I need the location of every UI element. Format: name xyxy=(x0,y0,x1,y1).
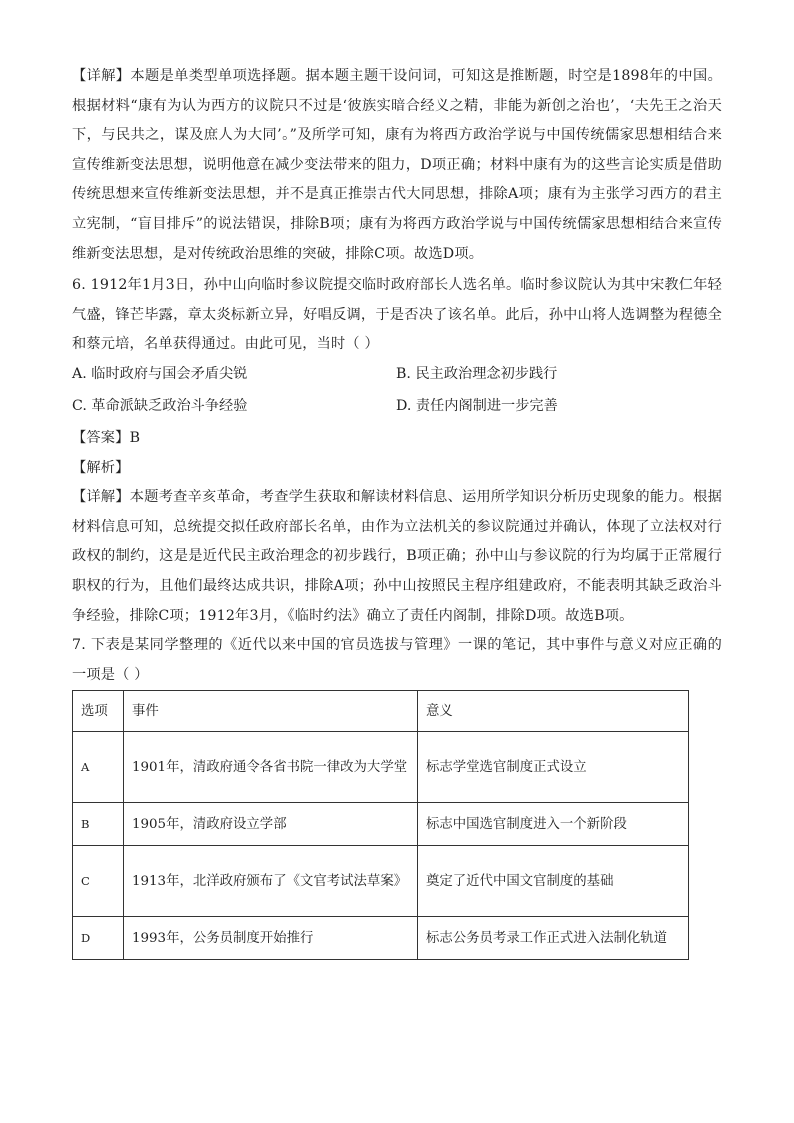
q6-stem: 6. 1912年1月3日，孙中山向临时参议院提交临时政府部长人选名单。临时参议院认为其中宋教仁年轻气盛，锋芒毕露，章太炎标新立异，好唱反调，于是否决了该名单。此后，孙中山将人选调整为程德全和蔡元培，名单获得通过。由此可见，当时（ ） xyxy=(72,277,722,353)
row-option: C xyxy=(73,846,124,917)
row-option: B xyxy=(73,803,124,846)
row-option: A xyxy=(73,732,124,803)
q7-stem: 7. 下表是某同学整理的《近代以来中国的官员选拔与管理》一课的笔记，其中事件与意义对应正确的一项是（ ） xyxy=(72,637,722,683)
q6-option-c: C. 革命派缺乏政治斗争经验 xyxy=(72,397,248,414)
row-option: D xyxy=(73,917,124,960)
q6-option-b: B. 民主政治理念初步践行 xyxy=(396,365,558,382)
q6-answer-label: 【答案】 xyxy=(72,429,130,446)
row-meaning: 标志公务员考录工作正式进入法制化轨道 xyxy=(418,917,689,960)
q5-detail xyxy=(72,62,722,269)
header-option: 选项 xyxy=(73,691,124,732)
table-row xyxy=(73,917,689,960)
document-page xyxy=(72,62,722,960)
q7-table xyxy=(72,690,689,960)
row-event: 1905年，清政府设立学部 xyxy=(124,803,418,846)
header-event: 事件 xyxy=(124,691,418,732)
table-row xyxy=(73,846,689,917)
q6-detail-label: 【详解】 xyxy=(72,489,130,506)
q6-detail xyxy=(72,483,722,631)
table-header-row xyxy=(73,691,689,732)
header-meaning: 意义 xyxy=(418,691,689,732)
row-event: 1913年，北洋政府颁布了《文官考试法草案》 xyxy=(124,846,418,917)
q5-detail-label: 【详解】 xyxy=(72,68,131,84)
q6-option-a: A. 临时政府与国会矛盾尖锐 xyxy=(72,365,248,382)
table-row xyxy=(73,803,689,846)
row-meaning: 标志学堂选官制度正式设立 xyxy=(418,732,689,803)
row-event: 1901年，清政府通令各省书院一律改为大学堂 xyxy=(124,732,418,803)
row-meaning: 奠定了近代中国文官制度的基础 xyxy=(418,846,689,917)
q6-answer-value: B xyxy=(129,429,141,446)
row-meaning: 标志中国选官制度进入一个新阶段 xyxy=(418,803,689,846)
q6-options xyxy=(72,360,722,424)
q6-detail-text: 本题考查辛亥革命，考查学生获取和解读材料信息、运用所学知识分析历史现象的能力。根据材料信息可知，总统提交拟任政府部长名单，由作为立法机关的参议院通过并确认，体现了立法权对行政权的制约，这是是近代民主政治理念的初步践行，B项正确；孙中山与参议院的行为均属于正常履行职权的行为，且他们最终达成共识，排除A项；孙中山按照民主程序组建政府，不能表明其缺乏政治斗争经验，排除C项；1912年3月，《临时约法》确立了责任内阁制，排除D项。故选B项。 xyxy=(72,489,723,624)
q6-analysis-label: 【解析】 xyxy=(72,459,130,476)
table-row xyxy=(73,732,689,803)
row-event: 1993年，公务员制度开始推行 xyxy=(124,917,418,960)
q6-answer xyxy=(72,424,722,454)
q5-detail-text: 本题是单类型单项选择题。据本题主题干设问词，可知这是推断题，时空是1898年的中国。根据材料“康有为认为西方的议院只不过是‘彼族实暗合经义之精，非能为新创之治也’，‘夫先王之治天下，与民共之，谋及庶人为大同’。”及所学可知，康有为将西方政治学说与中国传统儒家思想相结合来宣传维新变法思想，说明他意在减少变法带来的阻力，D项正确；材料中康有为的这些言论实质是借助传统思想来宣传维新变法思想，并不是真正推崇古代大同思想，排除A项；康有为主张学习西方的君主立宪制，“盲目排斥”的说法错误，排除B项；康有为将西方政治学说与中国传统儒家思想相结合来宣传维新变法思想，是对传统政治思维的突破，排除C项。故选D项。 xyxy=(72,68,722,262)
q6-option-d: D. 责任内阁制进一步完善 xyxy=(396,397,558,414)
